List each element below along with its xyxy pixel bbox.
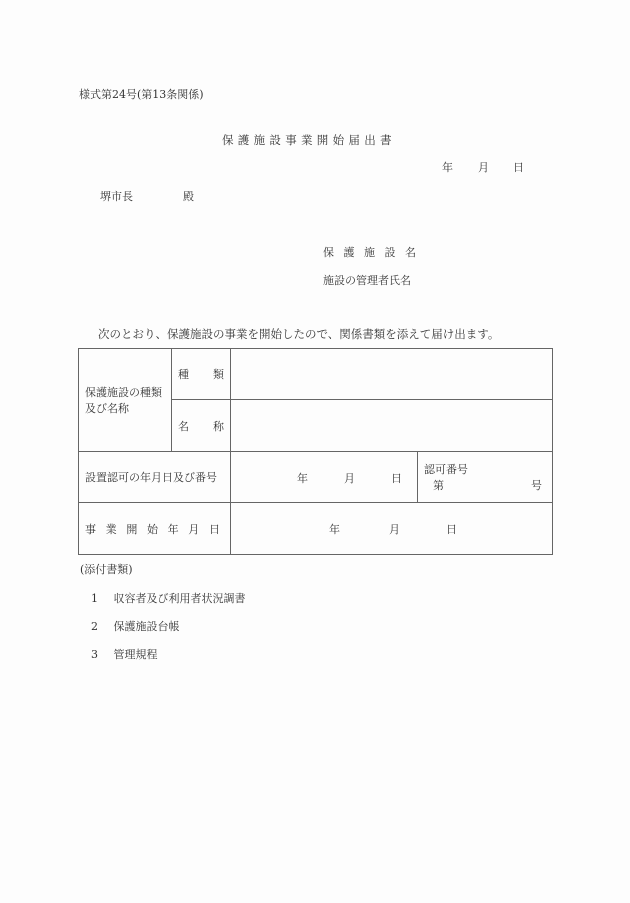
attachment-item xyxy=(91,618,180,634)
facility-label-line1: 保護施設の種類 xyxy=(85,386,162,399)
form-number: 様式第24号(第13条関係) xyxy=(79,88,204,101)
attachment-text: 管理規程 xyxy=(113,648,158,661)
attachment-num: 1 xyxy=(91,592,98,605)
facility-name-label: 保護施設名 xyxy=(323,246,426,259)
attachments-heading: (添付書類) xyxy=(80,563,133,576)
start-date-label-char: 年 xyxy=(167,522,179,536)
permit-day: 日 xyxy=(391,472,402,485)
name-label-char2: 称 xyxy=(213,419,224,433)
permit-month: 月 xyxy=(344,472,355,485)
addressee-honorific: 殿 xyxy=(183,190,194,203)
date-day: 日 xyxy=(513,161,524,174)
attachment-text: 収容者及び利用者状況調書 xyxy=(113,592,246,605)
start-date-field[interactable] xyxy=(231,503,553,555)
attachment-num: 3 xyxy=(91,648,98,661)
facility-label-line2: 及び名称 xyxy=(85,402,129,415)
start-month: 月 xyxy=(389,523,400,536)
permit-date-field[interactable] xyxy=(231,452,418,503)
facility-type-name-label xyxy=(79,349,172,452)
start-date-label-char: 業 xyxy=(105,522,117,536)
start-date-label-char: 事 xyxy=(85,522,96,536)
start-date-label-char: 日 xyxy=(208,522,220,536)
facility-name-field[interactable] xyxy=(231,400,553,452)
date-year: 年 xyxy=(442,161,453,174)
permit-number-suffix: 号 xyxy=(531,479,542,492)
attachment-num: 2 xyxy=(91,620,98,633)
facility-type-field[interactable] xyxy=(231,349,553,400)
start-date-label-char: 開 xyxy=(126,522,138,536)
attachment-text: 保護施設台帳 xyxy=(113,620,180,633)
permit-year: 年 xyxy=(297,472,308,485)
attachment-item xyxy=(91,590,246,606)
name-label-char1: 名 xyxy=(178,419,189,433)
form-table xyxy=(78,348,553,555)
name-label xyxy=(172,400,231,452)
start-year: 年 xyxy=(329,523,340,536)
type-label xyxy=(172,349,231,400)
document-title: 保護施設事業開始届出書 xyxy=(222,133,396,147)
start-day: 日 xyxy=(446,523,457,536)
intro-text: 次のとおり、保護施設の事業を開始したので、関係書類を添えて届け出ます。 xyxy=(98,327,500,341)
start-date-label-char: 始 xyxy=(146,522,158,536)
manager-name-label: 施設の管理者氏名 xyxy=(323,274,411,287)
permit-number-label: 認可番号 xyxy=(424,463,468,476)
date-month: 月 xyxy=(478,161,489,174)
type-label-char2: 類 xyxy=(213,368,224,381)
addressee-name: 堺市長 xyxy=(100,190,133,203)
start-date-label xyxy=(79,503,231,555)
permit-date-number-label: 設置認可の年月日及び番号 xyxy=(79,452,231,503)
permit-number-prefix: 第 xyxy=(433,479,444,492)
type-label-char1: 種 xyxy=(178,368,189,381)
start-date-label-char: 月 xyxy=(188,522,200,536)
permit-number-field[interactable] xyxy=(418,452,553,503)
attachment-item xyxy=(91,646,158,662)
